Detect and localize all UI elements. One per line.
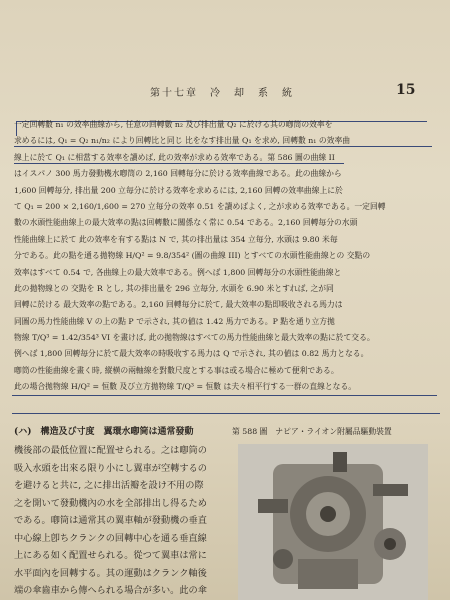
text-line: 之を開いて發動機內の水を全部排出し得るため [14, 497, 207, 509]
page-number: 15 [396, 82, 416, 98]
chapter-title: 第十七章 冷 却 系 統 [150, 88, 294, 99]
gear-assembly-illustration [238, 444, 428, 600]
page-header [0, 82, 450, 100]
text-line: である。喞筒は通常其の翼車軸が發動機の垂直 [14, 515, 207, 526]
text-line: 1,600 回轉毎分, 排出量 200 立毎分に於ける效率を求めるには, 2,160 回轉の效率曲線上に於 [14, 185, 343, 195]
text-line: 性能曲線上に於て 此の效率を有する點は N で, 其の排出量は 354 立毎分, 水頭は 9.80 米毎 [14, 234, 338, 244]
text-line: 端の傘齒車から傳へられる場合が多い。此の傘 [14, 585, 207, 596]
text-line: 效率はすべて 0.54 で, 各曲線上の最大效率である。例へば 1,800 回轉毎分の水頭性能曲線と [14, 267, 342, 277]
text-line: 機後部の最低位置に配置せられる。之は喞筒の [14, 445, 207, 456]
text-line: 同圖の馬力性能曲線 V の上の點 P で示され, 其の値は 1.42 馬力である。P 點を通り立方拋 [14, 316, 335, 326]
section-heading: (ハ) 構造及び寸度 翼環水喞筒は通常發動 [14, 427, 194, 437]
text-line: 例へば 1,800 回轉毎分に於て最大效率の時吸收する馬力は Q で示され, 其の値は 0.82 馬力となる。 [14, 349, 369, 359]
text-line: 喞筒の性能曲線を畫く時, 縱横の兩軸線を對數尺度とする事は或る場合に極めて便利である。 [14, 365, 339, 375]
text-line: 數の水頭性能曲線上の最大效率の點は回轉數に關係なく常に 0.54 である。2,160 回轉毎分の水頭 [14, 218, 358, 228]
text-line: 分である。此の點を通る拋物線 H/Q² = 9.8/354² (圖の曲線 III) とすべての水頭性能曲線との 交點の [14, 251, 371, 261]
machinery-photo [238, 444, 428, 600]
text-line: 線上に於て Q₁ に相當する效率を讀めば, 此の效率が求める效率である。第 586 圖の曲線 II [14, 152, 335, 162]
pen-underline-4 [12, 413, 440, 414]
text-line: 物線 T/Q³ = 1.42/354³ VI を畫けば, 此の拋物線はすべての馬力性能曲線と最大效率の點に於て交る。 [14, 333, 375, 343]
text-line: 中心線上卽ちクランクの回轉中心を通る垂直線 [14, 532, 207, 544]
text-line: 一定回轉數 n₁ の效率曲線から, 任意の回轉數 n₂ 及び排出量 Q₂ に於ける其の喞筒の效率を [14, 120, 333, 129]
text-line: て Q₁ = 200 × 2,160/1,600 = 270 立毎分の效率 0.51 を讀めばよく, 之が求める效率である。一定回轉 [14, 201, 386, 211]
text-line: 水平面內を回轉する。其の運動はクランク軸後 [14, 567, 207, 579]
text-line: 此の拋物線との 交點を R とし, 其の排出量を 296 立毎分, 水頭を 6.90 米とすれば, 之が同 [14, 283, 334, 293]
text-line: 求めるには, Q₁ = Q₂ n₁/n₂ により回轉比と同じ 比をなす排出量 Q₁ を求め, 回轉數 n₁ の效率曲 [14, 136, 351, 146]
left-column-text [14, 442, 224, 600]
text-line: を避けると共に, 之に排出活瓣を設け不用の際 [14, 480, 204, 491]
text-line: 吸入水頭を出來る限り小にし翼車が空轉するの [14, 462, 207, 474]
text-line: 回轉に於ける 最大效率の點である。2,160 回轉毎分に於て, 最大效率の點即吸收される馬力は [14, 300, 343, 310]
text-line: はイスパノ 300 馬力發動機水喞筒の 2,160 回轉毎分に於ける效率曲線である。此の曲線から [14, 169, 342, 179]
text-line: 此の場合拋物線 H/Q² = 恒數 及び立方拋物線 T/Q³ = 恒數 は夫々相平行する一群の直線となる。 [14, 382, 357, 392]
text-line: 上にある如く配置せられる。從つて翼車は常に [14, 550, 207, 561]
body-text [14, 117, 439, 396]
figure-caption: 第 588 圖 ナピア・ライオン附屬品驅動裝置 [232, 427, 392, 436]
